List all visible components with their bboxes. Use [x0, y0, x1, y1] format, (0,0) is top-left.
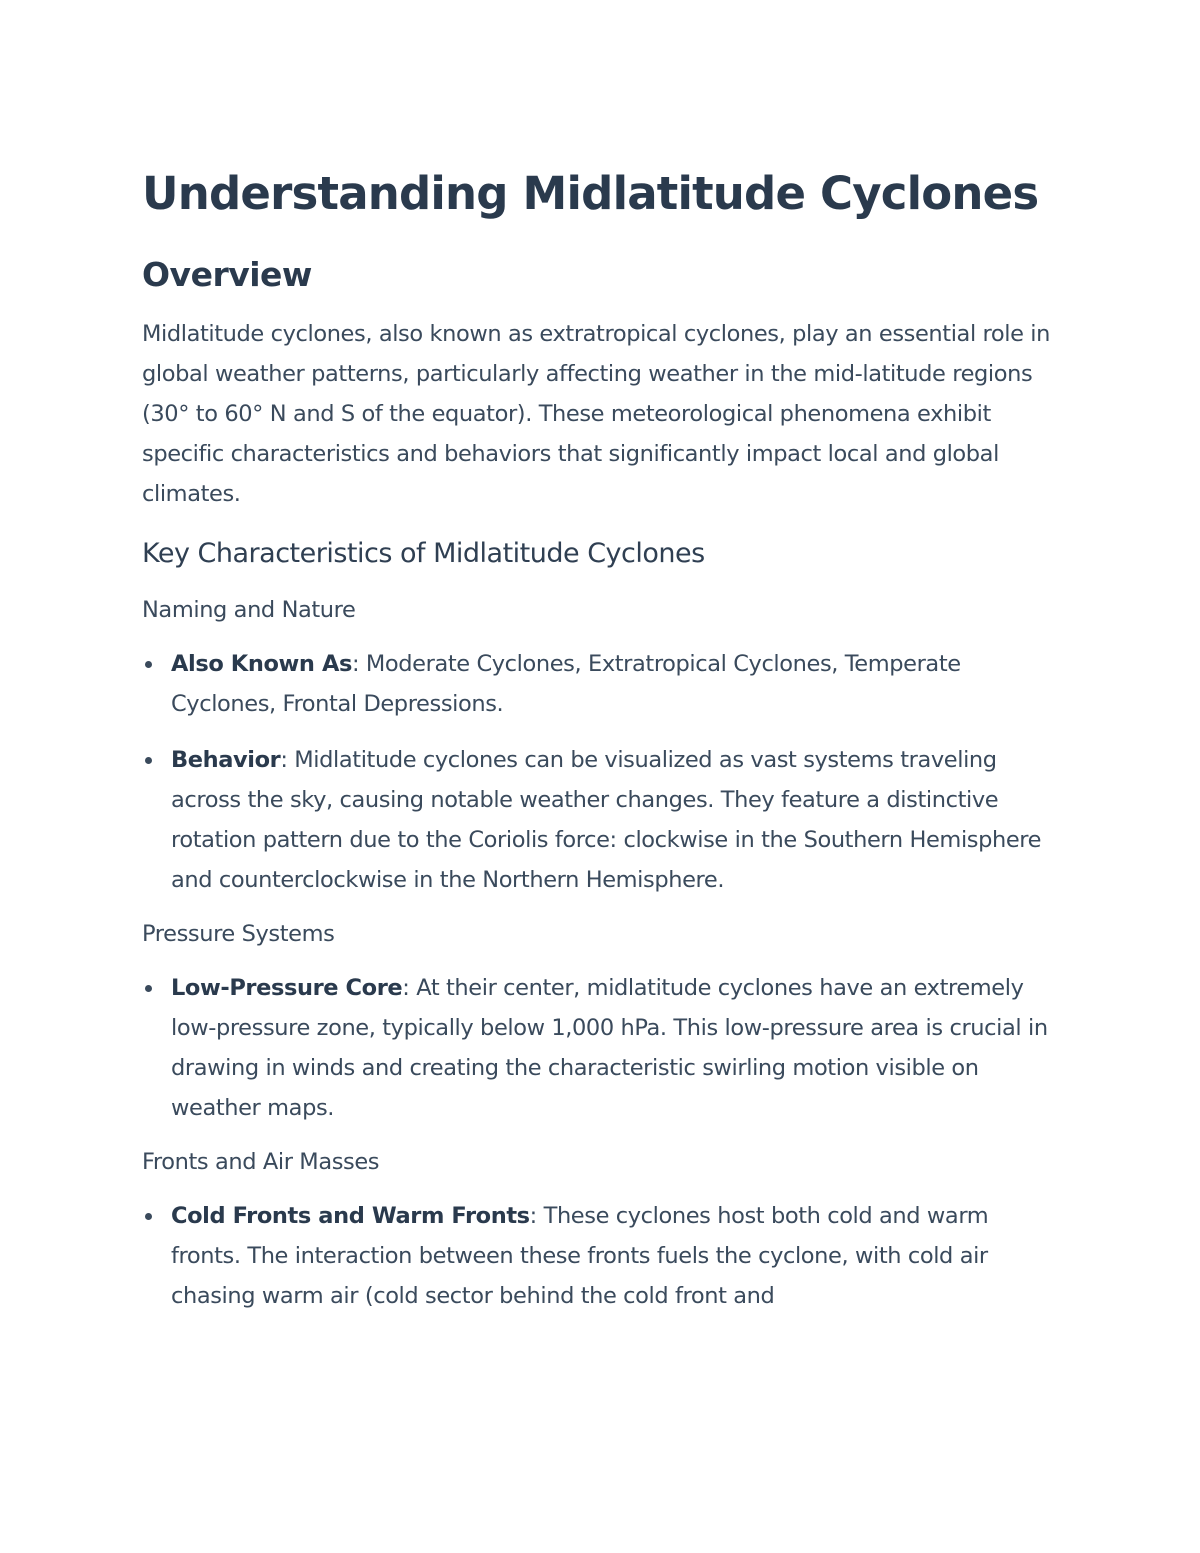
list-item — [142, 740, 1062, 900]
key-characteristics-heading: Key Characteristics of Midlatitude Cyclones — [142, 538, 705, 569]
list-item — [142, 1196, 1062, 1316]
list-item-label: Low-Pressure Core — [171, 975, 403, 1001]
overview-paragraph: Midlatitude cyclones, also known as extratropical cyclones, play an essential role in global weather patterns, particularly affecting weather in the mid-latitude regions (30° to 60° N and S of the equator). These meteorological phenomena exhibit specific characteristics and behaviors that significantly impact local and global climates. — [142, 321, 1051, 507]
list-item-text: : These cyclones host both cold and warm fronts. The interaction between these fronts fuels the cyclone, with cold air chasing warm air (cold sector behind the cold front and — [171, 1203, 989, 1309]
list-item-text: : Moderate Cyclones, Extratropical Cyclones, Temperate Cyclones, Frontal Depressions. — [171, 651, 961, 717]
list-item-text: : Midlatitude cyclones can be visualized as vast systems traveling across the sky, causing notable weather changes. They feature a distinctive rotation pattern due to the Coriolis force: clockwise in the Southern Hemisphere and counterclockwise in the Northern Hemisphere. — [171, 747, 1042, 893]
page-title: Understanding Midlatitude Cyclones — [142, 167, 1039, 220]
list-item-label: Behavior — [171, 747, 281, 773]
naming-nature-heading: Naming and Nature — [142, 597, 356, 623]
bullet-icon — [145, 985, 152, 992]
list-item-label: Also Known As — [171, 651, 352, 677]
list-item-text: : At their center, midlatitude cyclones have an extremely low-pressure zone, typically below 1,000 hPa. This low-pressure area is crucial in drawing in winds and creating the characteristic swirling motion visible on weather maps. — [171, 975, 1048, 1121]
list-item — [142, 968, 1062, 1128]
list-item-label: Cold Fronts and Warm Fronts — [171, 1203, 530, 1229]
overview-heading: Overview — [142, 255, 312, 294]
list-item — [142, 644, 1062, 724]
fronts-air-masses-heading: Fronts and Air Masses — [142, 1149, 380, 1175]
pressure-systems-list — [142, 968, 1062, 1128]
naming-nature-list — [142, 644, 1062, 900]
document-page — [142, 160, 1062, 1316]
bullet-icon — [145, 661, 152, 668]
fronts-air-masses-list — [142, 1196, 1062, 1316]
bullet-icon — [145, 757, 152, 764]
pressure-systems-heading: Pressure Systems — [142, 921, 335, 947]
bullet-icon — [145, 1213, 152, 1220]
